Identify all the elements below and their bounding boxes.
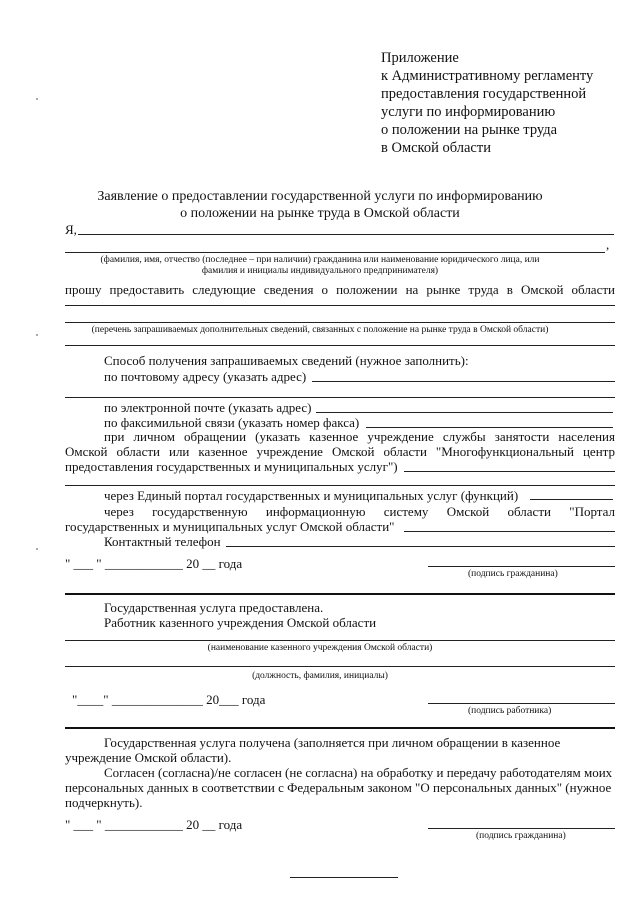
- appendix-line: услуги по информированию: [381, 104, 556, 120]
- appendix-line: о положении на рынке труда: [381, 122, 558, 138]
- email-field[interactable]: [316, 412, 613, 413]
- method-email-label: по электронной почте (указать адрес): [104, 400, 312, 415]
- applicant-name-field-2[interactable]: [65, 252, 605, 253]
- applicant-hint: (фамилия, имя, отчество (последнее – при наличии) гражданина или наименование юридического лица, или: [100, 255, 540, 265]
- final-signature-field[interactable]: [428, 828, 615, 829]
- appendix-line: Приложение: [381, 50, 459, 66]
- scan-mark: [36, 334, 38, 336]
- method-postal-label: по почтовому адресу (указать адрес): [104, 369, 307, 384]
- method-regional-text: государственных и муниципальных услуг Омской области": [65, 519, 395, 534]
- method-fax-label: по факсимильной связи (указать номер факса): [104, 415, 360, 430]
- appendix-line: предоставления государственной: [381, 86, 587, 102]
- employee-signature-field[interactable]: [428, 703, 615, 704]
- request-list-field-2[interactable]: [65, 322, 615, 323]
- employee-hint: (должность, фамилия, инициалы): [252, 671, 388, 681]
- document-title: о положении на рынке труда в Омской области: [180, 206, 460, 221]
- applicant-name-field[interactable]: [78, 234, 614, 235]
- appendix-line: к Административному регламенту: [381, 68, 594, 84]
- employee-signature-hint: (подпись работника): [468, 706, 552, 716]
- method-regional-text: через государственную информационную систему Омской области "Портал: [104, 504, 615, 519]
- phone-field[interactable]: [226, 546, 615, 547]
- portal-field[interactable]: [530, 499, 613, 500]
- scan-mark: [36, 98, 38, 100]
- provided-text: Работник казенного учреждения Омской области: [104, 615, 377, 630]
- method-personal-text: предоставления государственных и муниципальных услуг"): [65, 459, 398, 474]
- applicant-date: " ___ " ____________ 20 __ года: [65, 556, 243, 571]
- personal-institution-field-2[interactable]: [65, 485, 615, 486]
- footer-rule: [290, 877, 398, 878]
- received-text: Государственная услуга получена (заполняется при личном обращении в казенное учреждение Омской области).: [65, 735, 561, 765]
- provided-date: "____" ______________ 20___ года: [72, 692, 266, 707]
- postal-address-field-2[interactable]: [65, 397, 615, 398]
- method-personal-text: Омской области или казенное учреждение Омской области "Многофункциональный центр: [65, 444, 615, 459]
- request-text: прошу предоставить следующие сведения о положении на рынке труда в Омской области: [65, 282, 615, 297]
- institution-name-field[interactable]: [65, 640, 615, 641]
- request-list-field-3[interactable]: [65, 345, 615, 346]
- section-divider: [65, 727, 615, 729]
- provided-text: Государственная услуга предоставлена.: [104, 600, 324, 615]
- method-portal-label: через Единый портал государственных и муниципальных услуг (функций): [104, 488, 519, 503]
- section-divider: [65, 593, 615, 595]
- phone-label: Контактный телефон: [104, 534, 221, 549]
- applicant-signature-hint: (подпись гражданина): [468, 569, 558, 579]
- method-heading: Способ получения запрашиваемых сведений (нужное заполнить):: [104, 353, 469, 368]
- comma: ,: [606, 237, 610, 252]
- institution-name-hint: (наименование казенного учреждения Омской области): [207, 643, 433, 653]
- document-title: Заявление о предоставлении государственной услуги по информированию: [97, 189, 543, 204]
- employee-field[interactable]: [65, 666, 615, 667]
- consent-text: Согласен (согласна)/не согласен (не согласна) на обработку и передачу работодателям моих персональных данных в соответствии с Федеральным законом "О персональных данных" (нужное подчеркнуть).: [65, 765, 613, 810]
- method-personal-text: при личном обращении (указать казенное учреждение службы занятости населения: [104, 429, 615, 444]
- applicant-ya: Я,: [65, 222, 77, 237]
- fax-field[interactable]: [366, 427, 613, 428]
- request-list-hint: (перечень запрашиваемых дополнительных сведений, связанных с положение на рынке труда в Омской области): [91, 325, 549, 335]
- postal-address-field[interactable]: [312, 381, 615, 382]
- applicant-hint: фамилия и инициалы индивидуального предпринимателя): [201, 266, 439, 276]
- request-list-field[interactable]: [65, 305, 615, 306]
- appendix-line: в Омской области: [381, 140, 491, 156]
- received-date: " ___ " ____________ 20 __ года: [65, 817, 243, 832]
- personal-institution-field[interactable]: [404, 471, 615, 472]
- applicant-signature-field[interactable]: [428, 566, 615, 567]
- final-signature-hint: (подпись гражданина): [476, 831, 566, 841]
- regional-portal-field[interactable]: [404, 531, 615, 532]
- scan-mark: [36, 548, 38, 550]
